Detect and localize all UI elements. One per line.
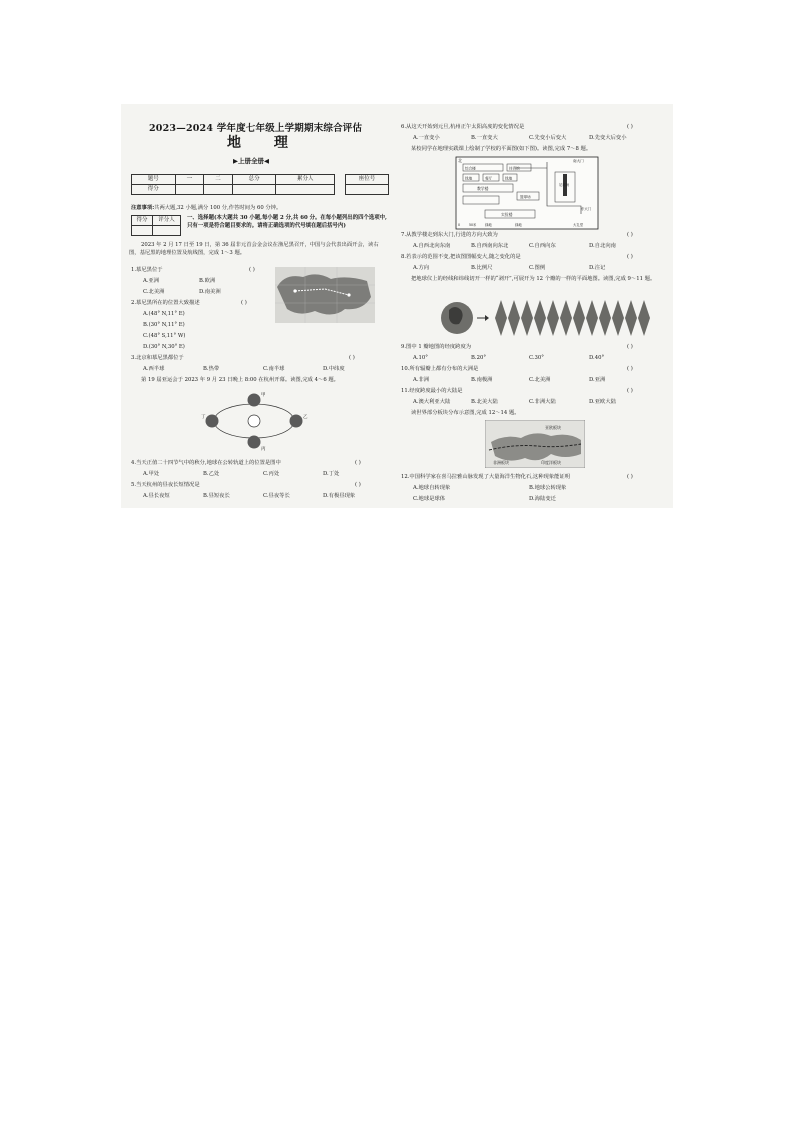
option[interactable]: B.20° [471, 355, 486, 361]
score-cell: 得分 [132, 185, 176, 195]
option[interactable]: A.(48° N,11° E) [143, 311, 185, 317]
map-label: 实验楼 [501, 212, 513, 217]
option[interactable]: C.丙处 [263, 471, 280, 477]
map-label: 综合楼 [465, 166, 476, 171]
option[interactable]: A.非洲 [413, 377, 430, 383]
question: 9.图中 1 瓣地图的经度跨度为 [401, 344, 472, 350]
option[interactable]: C.自西向东 [529, 243, 556, 249]
option[interactable]: B.(30° N,11° E) [143, 322, 185, 328]
question: 1.慕尼黑位于 [131, 267, 163, 273]
option[interactable]: D.(30° N,30° E) [143, 344, 185, 350]
option[interactable]: C.非洲大陆 [529, 399, 556, 405]
option[interactable]: B.南极洲 [471, 377, 493, 383]
map-label: 足球场 [559, 183, 570, 187]
option[interactable]: A.地球自转现象 [413, 485, 451, 491]
option[interactable]: C.(48° S,11° W) [143, 333, 186, 339]
option[interactable]: A.亚洲 [143, 278, 160, 284]
grader-blank[interactable] [132, 226, 153, 236]
option[interactable]: C.图例 [529, 265, 546, 271]
option[interactable]: A.一直变小 [413, 135, 440, 141]
map-label: 绿地 [515, 223, 522, 227]
intro-q9-11: 把地球仪上的经线和纬线切开一样的“剥开”,可展开为 12 个瓣的一样的平面地图。读图,完成 9～11 题。 [411, 276, 656, 282]
option[interactable]: B.地球公转现象 [529, 485, 567, 491]
score-cell: 二 [204, 175, 233, 185]
intro-q7-8: 某校同学在地理实践课上绘制了学校的平面图(如下图)。读图,完成 7～8 题。 [411, 146, 592, 152]
map-label: 南大门 [573, 159, 584, 163]
option[interactable]: A.西半球 [143, 366, 165, 372]
option[interactable]: D.亚洲 [589, 377, 606, 383]
option[interactable]: B.比例尺 [471, 265, 493, 271]
orbit-label: 甲 [261, 393, 266, 398]
map-label: 餐厅 [485, 176, 493, 181]
question: 4.当天正值二十四节气中的秋分,地球在公转轨道上的位置是图中 [131, 460, 281, 466]
orbit-label: 丙 [261, 447, 266, 452]
map-label: 教学楼 [477, 186, 489, 191]
map-label: 绿地 [505, 176, 513, 181]
score-blank[interactable] [204, 185, 233, 195]
plate-label: 亚欧板块 [545, 425, 561, 430]
option[interactable]: D.注记 [589, 265, 606, 271]
option[interactable]: C.北美洲 [143, 289, 165, 295]
exam-sheet [121, 104, 673, 508]
question: 10.所有辐瓣上都有分布的大洲是 [401, 366, 479, 372]
section1-instructions: 一、选择题(本大题共 30 小题,每小题 2 分,共 60 分。在每小题列出的四个选项中,只有一项是符合题目要求的。请将正确选项的代号填在题后括号内) [187, 215, 387, 229]
seat-label: 座位号 [346, 175, 389, 185]
intro-q4-6: 第 19 届亚运会于 2023 年 9 月 23 日晚上 8:00 在杭州开幕。读图,完成 4～6 题。 [141, 377, 339, 383]
answer-paren[interactable]: ( ) [241, 300, 247, 306]
right-column [399, 104, 667, 508]
plate-label: 非洲板块 [493, 460, 509, 465]
answer-paren[interactable]: ( ) [627, 232, 633, 238]
intro-q1-3: 2023 年 2 月 17 日至 19 日，第 36 届非元首会金会议在渔尼黑召开，中国与会代表出面开会，读右图，基尼黑的地理位置及航线图，完成 1～3 题。 [129, 242, 379, 256]
answer-paren[interactable]: ( ) [249, 267, 255, 273]
subject-title: 地 理 [227, 135, 302, 151]
map-label: 体育馆 [509, 166, 520, 171]
answer-paren[interactable]: ( ) [355, 482, 361, 488]
score-cell: 总分 [232, 175, 276, 185]
intro-q12-14: 读世界部分板块分布示意图,完成 12～14 题。 [411, 410, 520, 416]
grader-blank[interactable] [152, 226, 180, 236]
notice [131, 205, 281, 211]
question: 8.若表示的范围不变,把该图图幅变大,随之变化的是 [401, 254, 521, 260]
grader-table [131, 215, 181, 236]
option[interactable]: D.自北向南 [589, 243, 616, 249]
option[interactable]: D.海陆变迁 [529, 496, 556, 502]
answer-paren[interactable]: ( ) [627, 254, 633, 260]
exam-title: 2023—2024 学年度七年级上学期期末综合评估 [149, 123, 363, 134]
question: 5.当天杭州的昼夜长短情况是 [131, 482, 200, 488]
option[interactable]: B.北美大陆 [471, 399, 498, 405]
map-label: 大礼堂 [573, 223, 584, 227]
option[interactable]: D.中纬度 [323, 366, 345, 372]
globe-gores-figure [439, 298, 659, 338]
answer-paren[interactable]: ( ) [349, 355, 355, 361]
plate-boundary-map [485, 420, 585, 468]
scale-label: 0 [458, 223, 461, 227]
grader-cell: 得分 [132, 216, 153, 226]
option[interactable]: C.北美洲 [529, 377, 551, 383]
option[interactable]: B.自西南向东北 [471, 243, 509, 249]
option[interactable]: D.有极昼现象 [323, 493, 356, 499]
map-label: 北 [458, 158, 462, 163]
plate-label: 印度洋板块 [541, 460, 561, 465]
orbit-label: 乙 [303, 415, 308, 420]
option[interactable]: D.南美洲 [199, 289, 221, 295]
school-plan-map [455, 156, 599, 230]
seat-table [345, 174, 389, 195]
option[interactable]: D.丁处 [323, 471, 340, 477]
question: 11.经度跨度最小的大陆是 [401, 388, 463, 394]
earth-orbit-diagram [199, 388, 309, 452]
option[interactable]: B.热带 [203, 366, 220, 372]
answer-paren[interactable]: ( ) [627, 344, 633, 350]
option[interactable]: C.30° [529, 355, 544, 361]
notice-label: 注意事项: [131, 205, 155, 211]
left-column [129, 104, 397, 508]
option[interactable]: C.地球是球体 [413, 496, 446, 502]
grader-cell: 评分人 [152, 216, 180, 226]
answer-paren[interactable]: ( ) [627, 474, 633, 480]
option[interactable]: B.昼短夜长 [203, 493, 230, 499]
answer-paren[interactable]: ( ) [627, 388, 633, 394]
answer-paren[interactable]: ( ) [627, 124, 633, 130]
option[interactable]: A.10° [413, 355, 428, 361]
notice-text: 共两大题,32 小题,满分 100 分,作答时间为 60 分钟。 [154, 205, 282, 211]
scale-label: 50米 [469, 223, 477, 227]
option[interactable]: C.昼夜等长 [263, 493, 290, 499]
map-label: 篮球场 [520, 195, 531, 199]
map-label: 绿地 [485, 223, 492, 227]
orbit-label: 丁 [201, 415, 206, 420]
question: 3.北京和慕尼黑都位于 [131, 355, 184, 361]
question: 7.从教学楼走到东大门,行进的方向大致为 [401, 232, 498, 238]
option[interactable]: C.先变小后变大 [529, 135, 567, 141]
seat-blank[interactable] [346, 185, 389, 195]
option[interactable]: A.甲处 [143, 471, 160, 477]
option[interactable]: D.先变大后变小 [589, 135, 627, 141]
option[interactable]: C.南半球 [263, 366, 285, 372]
option[interactable]: B.欧洲 [199, 278, 216, 284]
question: 2.慕尼黑所在的位置大致描述 [131, 300, 200, 306]
score-blank[interactable] [232, 185, 276, 195]
option[interactable]: A.方向 [413, 265, 430, 271]
question: 12.中国科学家在喜马拉雅山脉发现了大量海洋生物化石,这种现象能证明 [401, 474, 571, 480]
option[interactable]: A.昼长夜短 [143, 493, 170, 499]
map-label: 绿地 [465, 176, 473, 181]
answer-paren[interactable]: ( ) [627, 366, 633, 372]
score-cell: 累分人 [276, 175, 335, 185]
option[interactable]: A.澳大利亚大陆 [413, 399, 451, 405]
option[interactable]: A.自西北向东南 [413, 243, 451, 249]
option[interactable]: D.亚欧大陆 [589, 399, 616, 405]
score-table [131, 174, 335, 195]
option[interactable]: B.一直变大 [471, 135, 498, 141]
option[interactable]: B.乙处 [203, 471, 220, 477]
map-label: 东大门 [581, 207, 592, 211]
question: 6.从这天开始到元旦,杭州正午太阳高度的变化情况是 [401, 124, 525, 130]
scope-label: ▶上册全册◀ [233, 157, 269, 165]
option[interactable]: D.40° [589, 355, 605, 361]
score-cell: 题号 [132, 175, 176, 185]
score-blank[interactable] [276, 185, 335, 195]
score-blank[interactable] [175, 185, 204, 195]
munich-route-map [275, 267, 375, 323]
score-cell: 一 [175, 175, 204, 185]
answer-paren[interactable]: ( ) [355, 460, 361, 466]
